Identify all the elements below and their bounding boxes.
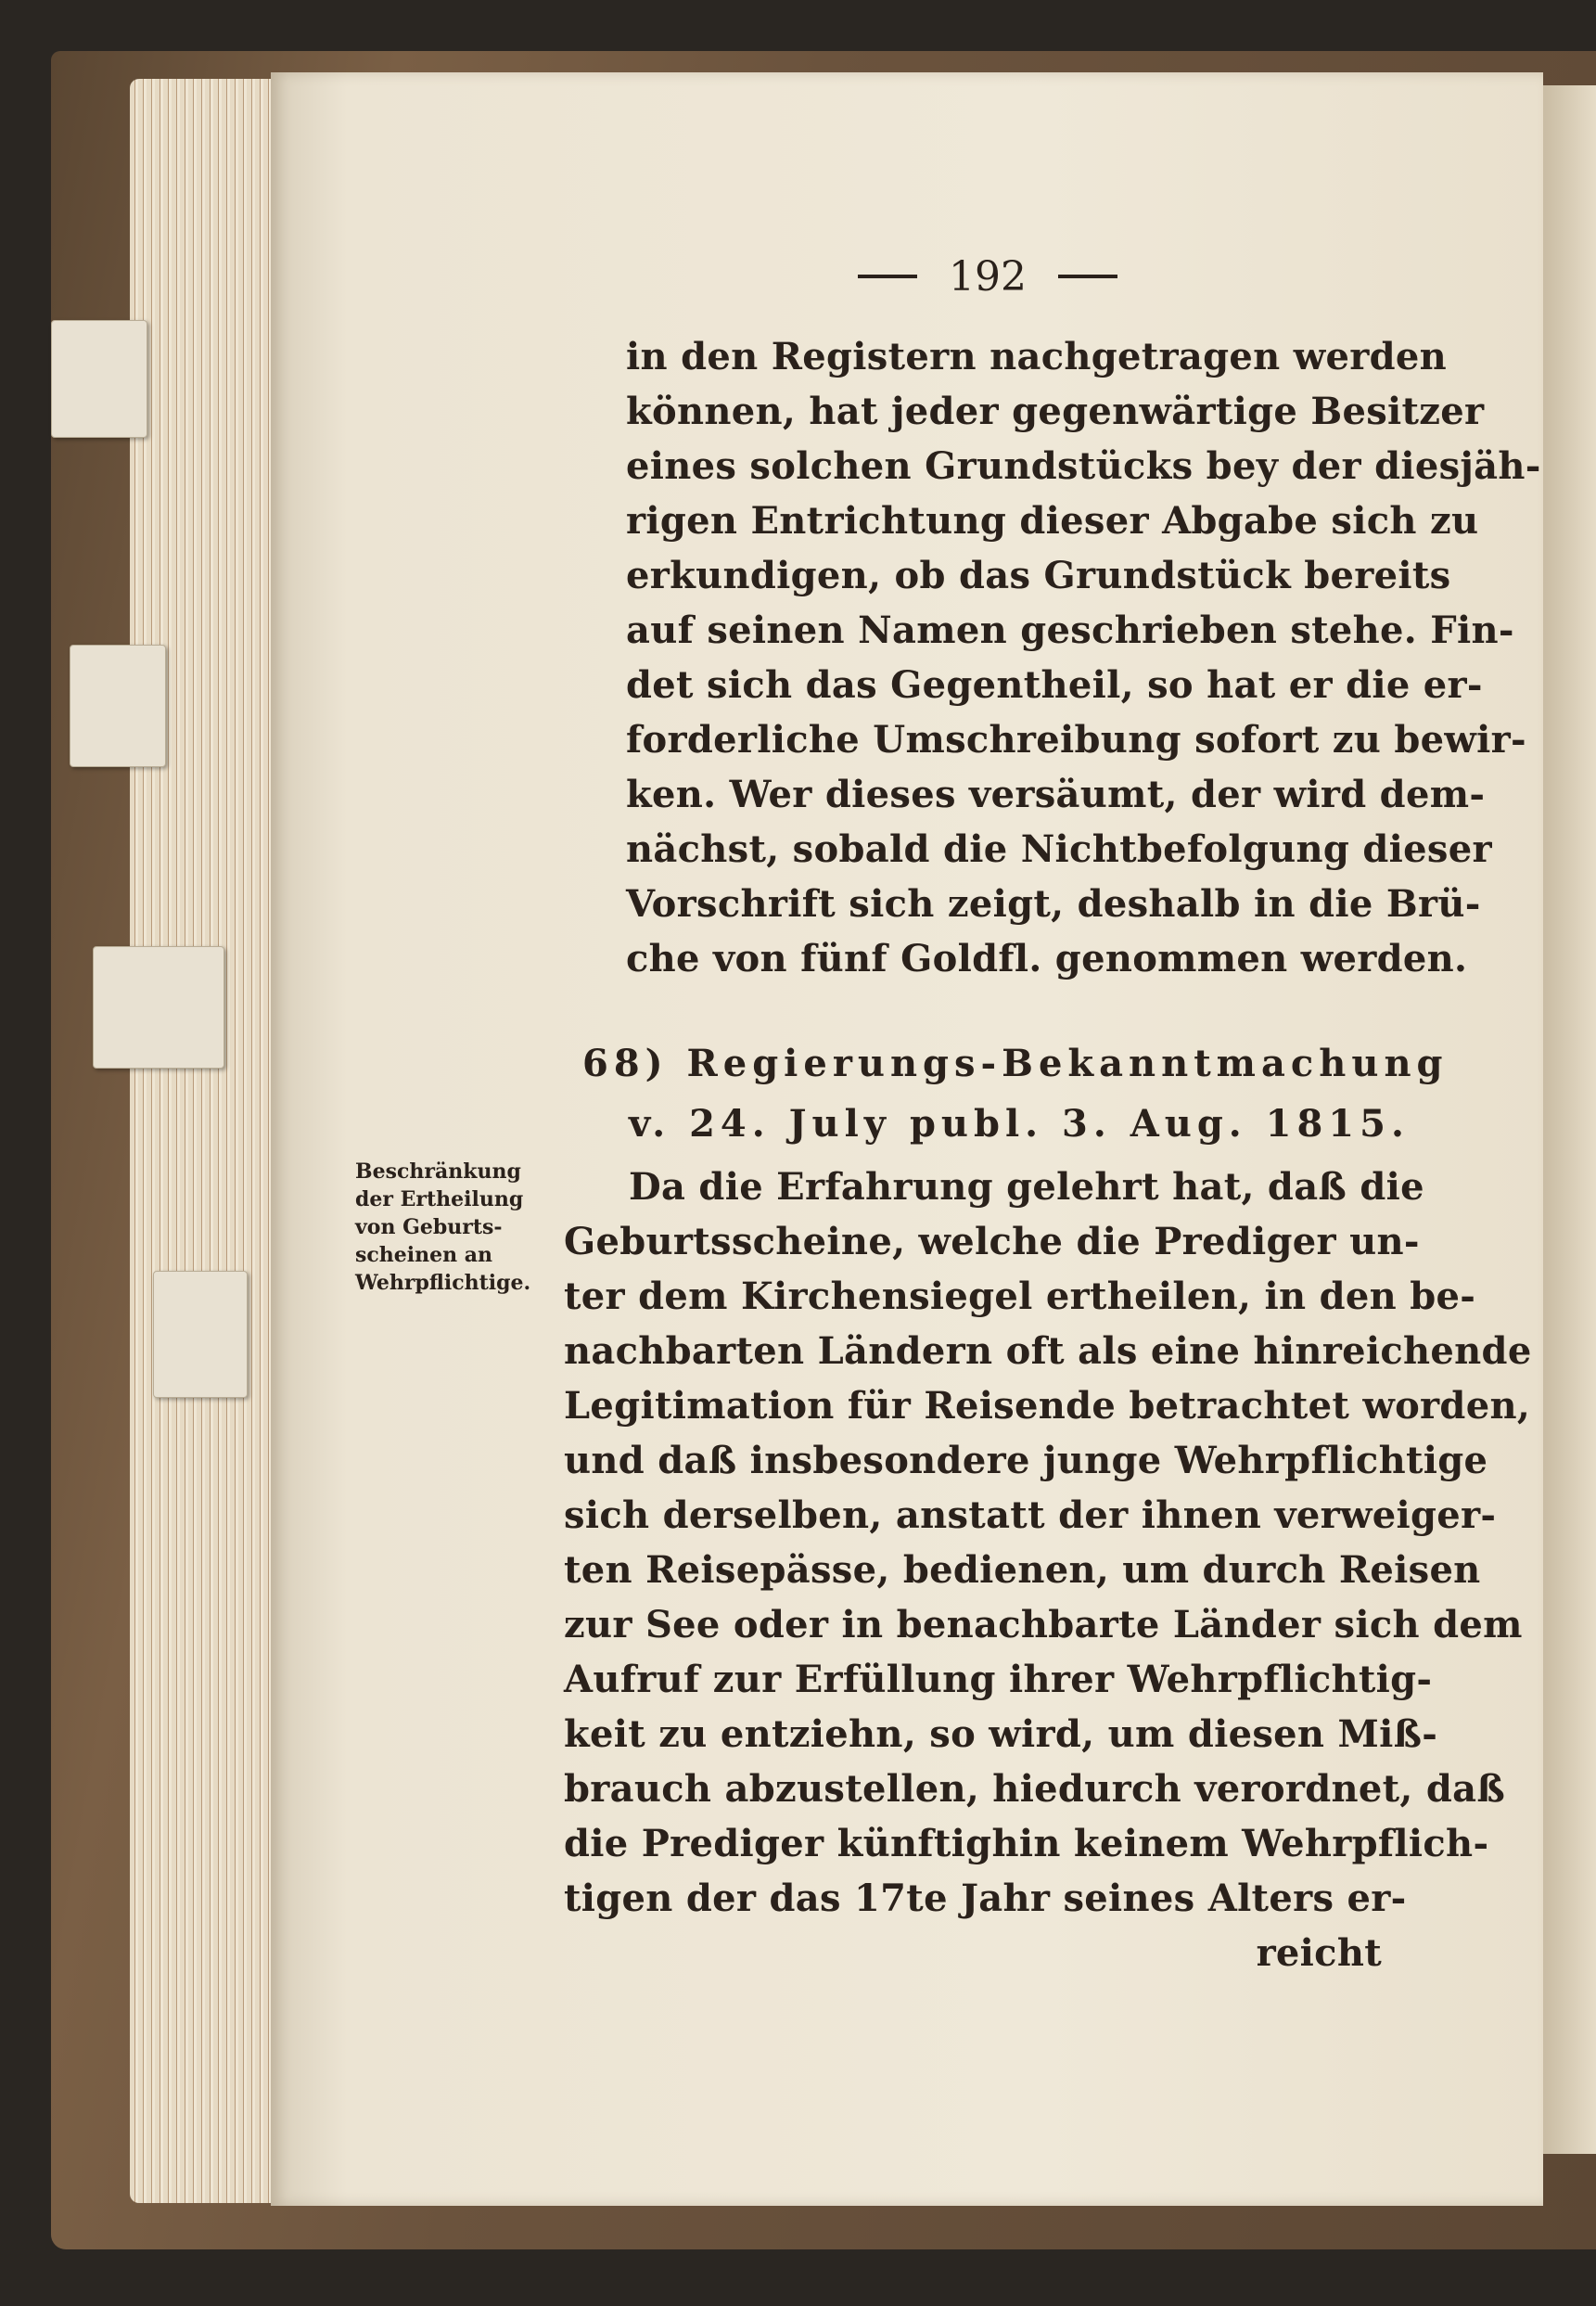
text-line: che von fünf Goldfl. genommen werden. [626,937,1468,980]
marginal-line: scheinen an [355,1243,493,1267]
text-line: ter dem Kirchensiegel ertheilen, in den be- [564,1275,1476,1318]
section-heading: 68) Regierungs-Bekanntmachung [582,1042,1449,1085]
marginal-note [355,1158,561,1297]
text-line: eines solchen Grundstücks bey der diesjäh- [626,444,1541,488]
text-line: rigen Entrichtung dieser Abgabe sich zu [626,499,1479,543]
marginal-line: Beschränkung [355,1159,521,1184]
text-line: Geburtsscheine, welche die Prediger un- [564,1220,1420,1263]
page-tab [51,320,147,438]
paragraph-continued [626,329,1541,986]
page-tab [70,645,166,767]
text-line: tigen der das 17te Jahr seines Alters er- [564,1877,1407,1920]
text-line: die Prediger künftighin keinem Wehrpflich- [564,1822,1489,1865]
text-line: keit zu entziehn, so wird, um diesen Miß- [564,1712,1438,1756]
text-line: ten Reisepässe, bedienen, um durch Reisen [564,1548,1481,1592]
text-line: Vorschrift sich zeigt, deshalb in die Brü- [626,882,1481,926]
page-header [835,249,1141,304]
text-line: auf seinen Namen geschrieben stehe. Fin- [626,609,1514,652]
page-tab [93,946,224,1069]
marginal-line: der Ertheilung [355,1187,524,1211]
header-dash [858,275,917,278]
text-line: Legitimation für Reisende betrachtet worden, [564,1384,1531,1428]
text-line: können, hat jeder gegenwärtige Besitzer [626,390,1485,433]
text-line: Aufruf zur Erfüllung ihrer Wehrpflichtig- [564,1658,1433,1701]
text-line: nachbarten Ländern oft als eine hinreichende [564,1329,1532,1373]
header-dash [1058,275,1117,278]
catchword: reicht [1256,1931,1382,1975]
page-tab [153,1271,248,1398]
text-line: brauch abzustellen, hiedurch verordnet, daß [564,1767,1506,1811]
text-line: nächst, sobald die Nichtbefolgung dieser [626,827,1492,871]
text-line: forderliche Umschreibung sofort zu bewir- [626,718,1526,762]
text-line: in den Registern nachgetragen werden [626,335,1448,378]
marginal-line: von Geburts- [355,1215,503,1239]
paragraph-ordinance [564,1159,1532,1980]
text-line: ken. Wer dieses versäumt, der wird dem- [626,773,1486,816]
page-number: 192 [949,252,1027,301]
text-line: Da die Erfahrung gelehrt hat, daß die [629,1165,1424,1209]
text-line: und daß insbesondere junge Wehrpflichtige [564,1439,1488,1482]
text-line: zur See oder in benachbarte Länder sich dem [564,1603,1523,1646]
text-line: det sich das Gegentheil, so hat er die er- [626,663,1483,707]
text-line: sich derselben, anstatt der ihnen verweiger- [564,1493,1497,1537]
facing-page-edge [1543,85,1596,2154]
section-date: v. 24. July publ. 3. Aug. 1815. [629,1102,1410,1146]
text-line: erkundigen, ob das Grundstück bereits [626,554,1451,597]
marginal-line: Wehrpflichtige. [355,1271,531,1295]
